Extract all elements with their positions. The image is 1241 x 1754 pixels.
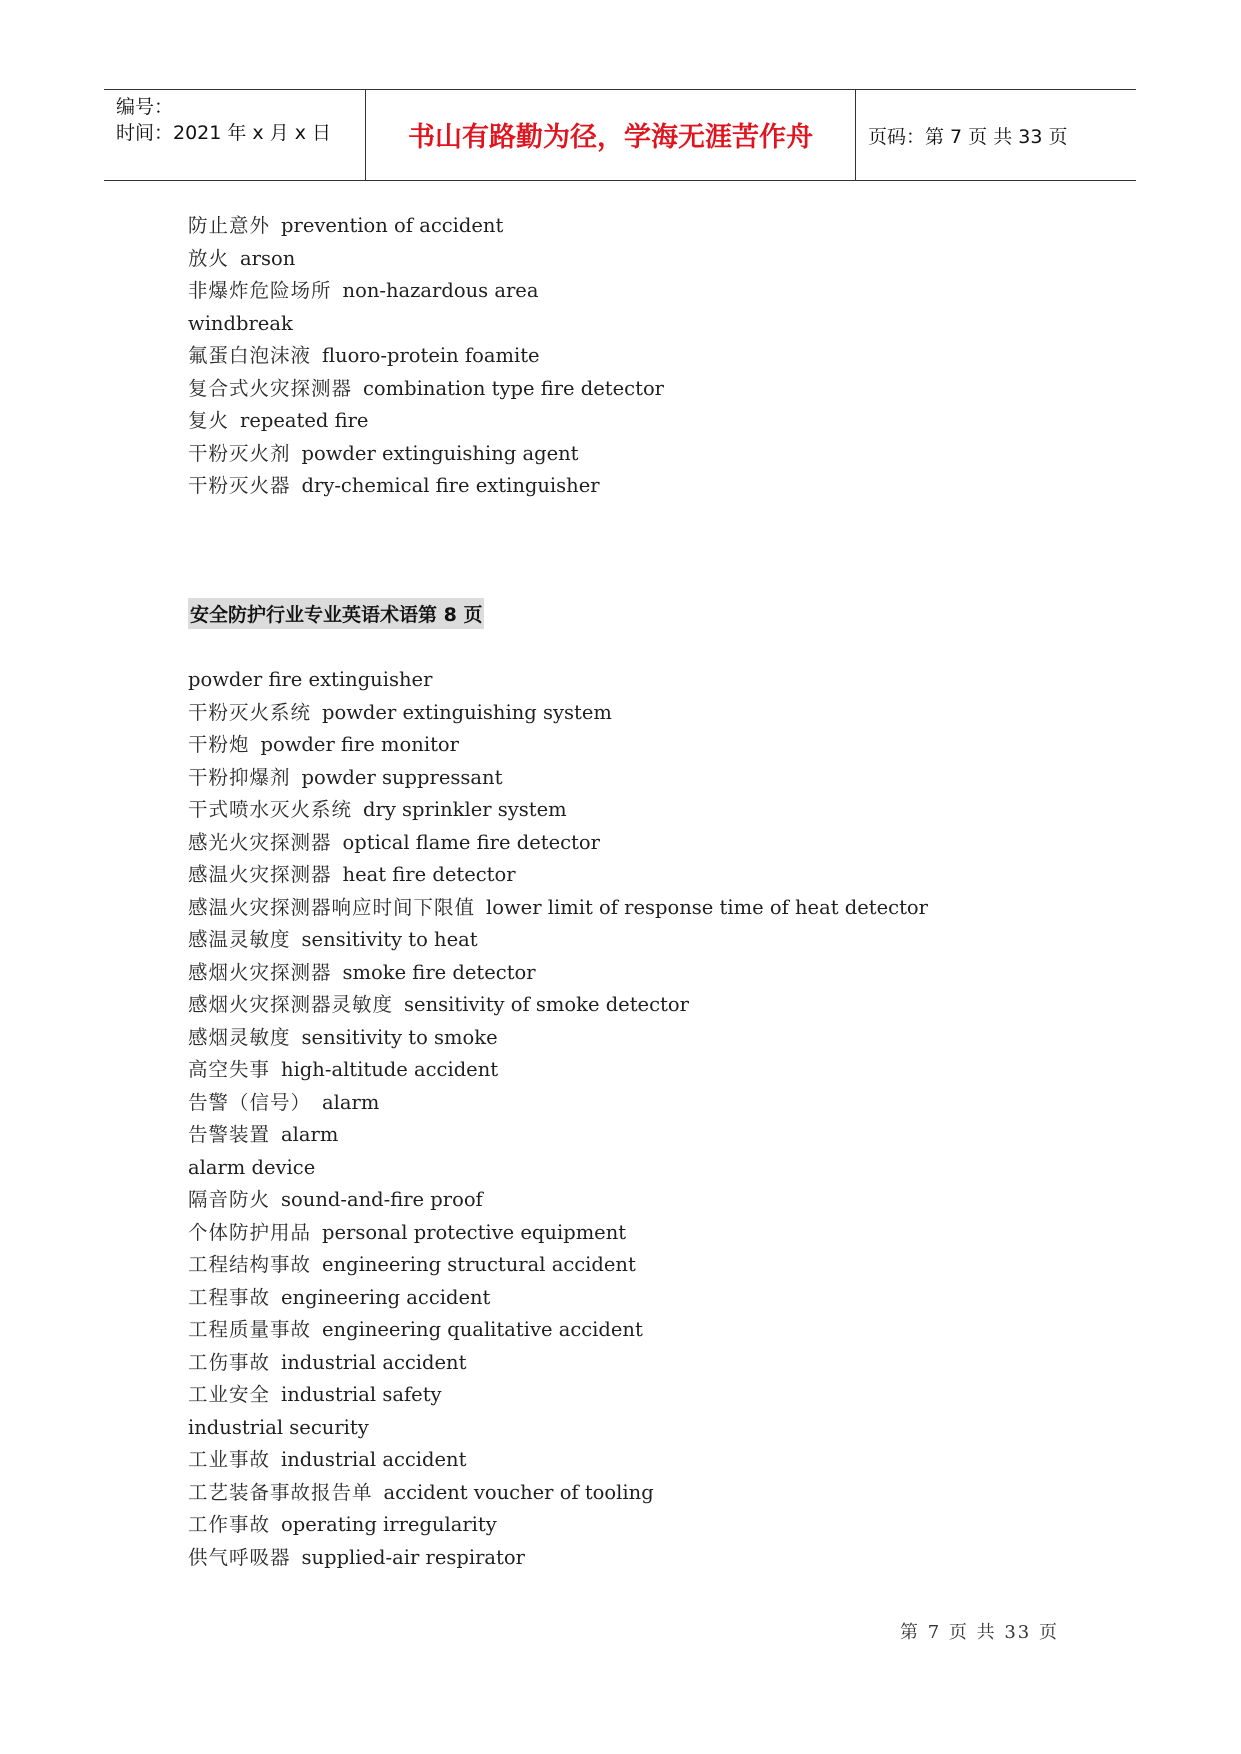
term-english: powder extinguishing agent (301, 441, 579, 465)
term-chinese: 干粉抑爆剂 (188, 765, 291, 789)
term-chinese: 工程结构事故 (188, 1253, 312, 1276)
term-entry (188, 438, 1088, 471)
term-entry (188, 892, 1088, 925)
header-motto: 书山有路勤为径，学海无涯苦作舟 (408, 122, 813, 153)
term-chinese: 告警装置 (188, 1123, 271, 1146)
term-chinese: 高空失事 (188, 1058, 271, 1081)
term-english: sensitivity to heat (301, 928, 478, 951)
term-chinese: 氟蛋白泡沫液 (188, 344, 312, 367)
term-entry (188, 957, 1088, 990)
term-entry (188, 243, 1088, 276)
term-chinese: 告警（信号） (188, 1090, 312, 1114)
term-chinese: 工业安全 (188, 1383, 271, 1406)
term-english: sensitivity of smoke detector (404, 993, 689, 1016)
term-english: non-hazardous area (342, 279, 539, 302)
term-english: high-altitude accident (281, 1058, 499, 1081)
term-chinese: 感温灵敏度 (188, 928, 291, 951)
term-list-part-two (188, 664, 1088, 1574)
term-entry (188, 1347, 1088, 1380)
term-entry (188, 1054, 1088, 1087)
term-english: powder extinguishing system (322, 700, 612, 724)
term-english: industrial accident (281, 1350, 467, 1374)
term-chinese: 工程质量事故 (188, 1318, 312, 1341)
term-chinese: 干式喷水灭火系统 (188, 798, 353, 821)
term-chinese: 个体防护用品 (188, 1220, 312, 1244)
term-entry (188, 729, 1088, 762)
term-chinese: 干粉灭火剂 (188, 441, 291, 465)
page-header (104, 89, 1136, 181)
term-english: heat fire detector (342, 863, 516, 886)
term-english: optical flame fire detector (342, 830, 600, 854)
term-chinese: 工业事故 (188, 1448, 271, 1471)
term-entry (188, 1444, 1088, 1477)
term-english: lower limit of response time of heat detector (486, 895, 928, 919)
term-chinese: 隔音防火 (188, 1188, 271, 1211)
term-entry (188, 1217, 1088, 1250)
term-english: alarm (322, 1090, 380, 1114)
term-english: repeated fire (240, 409, 369, 432)
section-title: 安全防护行业专业英语术语第 8 页 (188, 598, 484, 629)
term-entry (188, 210, 1088, 243)
term-chinese: 工程事故 (188, 1285, 271, 1309)
term-english: powder suppressant (301, 765, 503, 789)
term-entry (188, 1022, 1088, 1055)
term-english: smoke fire detector (342, 960, 536, 984)
term-english: personal protective equipment (322, 1220, 627, 1244)
header-page-code: 页码：第 7 页 共 33 页 (868, 126, 1068, 148)
term-chinese: 工艺装备事故报告单 (188, 1480, 373, 1504)
term-english: combination type fire detector (363, 376, 664, 400)
document-number-label: 编号： (116, 96, 174, 118)
term-entry (188, 989, 1088, 1022)
term-entry (188, 1087, 1088, 1120)
term-entry (188, 1542, 1088, 1575)
term-english: alarm device (188, 1155, 316, 1179)
term-english: sensitivity to smoke (301, 1025, 498, 1049)
term-entry (188, 373, 1088, 406)
term-chinese: 供气呼吸器 (188, 1545, 291, 1569)
term-entry (188, 1379, 1088, 1412)
term-chinese: 干粉炮 (188, 733, 250, 756)
term-english: powder fire extinguisher (188, 668, 433, 691)
header-info-cell (104, 90, 366, 180)
term-english: windbreak (188, 311, 293, 335)
term-english: dry-chemical fire extinguisher (301, 474, 600, 497)
term-english: engineering qualitative accident (322, 1318, 643, 1341)
term-entry (188, 697, 1088, 730)
term-english: arson (240, 246, 296, 270)
term-chinese: 感温火灾探测器响应时间下限值 (188, 895, 476, 919)
term-entry (188, 827, 1088, 860)
term-entry (188, 1184, 1088, 1217)
term-english: powder fire monitor (260, 733, 459, 756)
term-entry (188, 1282, 1088, 1315)
term-english: fluoro-protein foamite (322, 344, 540, 367)
term-entry (188, 1509, 1088, 1542)
term-entry (188, 340, 1088, 373)
term-chinese: 感光火灾探测器 (188, 830, 332, 854)
term-english: industrial accident (281, 1448, 467, 1471)
term-entry (188, 1314, 1088, 1347)
term-english: dry sprinkler system (363, 798, 567, 821)
term-entry (188, 794, 1088, 827)
term-entry (188, 1119, 1088, 1152)
term-chinese: 工伤事故 (188, 1350, 271, 1374)
term-list-part-one (188, 210, 1088, 503)
term-entry (188, 924, 1088, 957)
term-english: accident voucher of tooling (383, 1480, 654, 1504)
term-entry (188, 664, 1088, 697)
term-entry (188, 1412, 1088, 1445)
term-english: prevention of accident (281, 214, 504, 237)
term-chinese: 非爆炸危险场所 (188, 279, 332, 302)
term-chinese: 感烟灵敏度 (188, 1025, 291, 1049)
term-english: alarm (281, 1123, 339, 1146)
term-chinese: 感烟火灾探测器灵敏度 (188, 993, 394, 1016)
term-chinese: 复火 (188, 409, 230, 432)
page-footer: 第 7 页 共 33 页 (900, 1622, 1059, 1643)
term-entry (188, 1152, 1088, 1185)
header-motto-cell (366, 90, 856, 180)
term-chinese: 干粉灭火器 (188, 474, 291, 497)
document-time-label: 时间：2021 年 x 月 x 日 (116, 122, 332, 144)
header-page-cell (856, 90, 1136, 180)
term-chinese: 感烟火灾探测器 (188, 960, 332, 984)
term-english: industrial safety (281, 1383, 442, 1406)
term-chinese: 感温火灾探测器 (188, 863, 332, 886)
term-chinese: 防止意外 (188, 214, 271, 237)
term-english: industrial security (188, 1415, 369, 1439)
term-chinese: 干粉灭火系统 (188, 700, 312, 724)
term-entry (188, 275, 1088, 308)
term-entry (188, 859, 1088, 892)
term-english: engineering structural accident (322, 1253, 636, 1276)
term-english: operating irregularity (281, 1513, 497, 1536)
term-entry (188, 308, 1088, 341)
term-entry (188, 1249, 1088, 1282)
term-chinese: 放火 (188, 246, 230, 270)
term-english: supplied-air respirator (301, 1545, 525, 1569)
term-english: sound-and-fire proof (281, 1188, 483, 1211)
term-english: engineering accident (281, 1285, 491, 1309)
term-entry (188, 405, 1088, 438)
term-entry (188, 762, 1088, 795)
term-chinese: 复合式火灾探测器 (188, 376, 353, 400)
term-entry (188, 470, 1088, 503)
term-entry (188, 1477, 1088, 1510)
term-chinese: 工作事故 (188, 1513, 271, 1536)
